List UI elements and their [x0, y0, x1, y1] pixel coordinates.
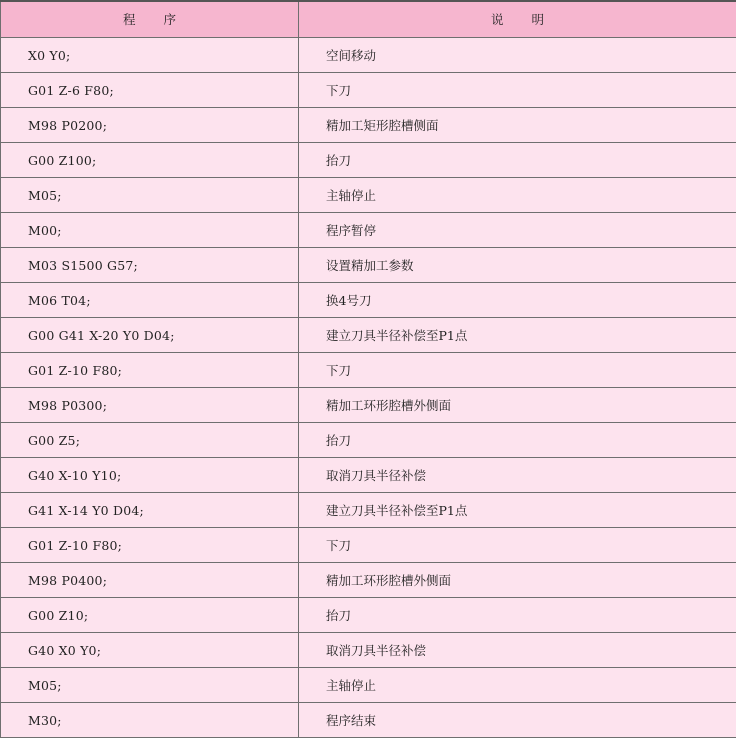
program-cell: M05;: [1, 178, 299, 213]
program-cell: G00 Z100;: [1, 143, 299, 178]
note-cell: 空间移动: [299, 38, 736, 73]
program-cell: G01 Z-10 F80;: [1, 528, 299, 563]
program-cell: G00 G41 X-20 Y0 D04;: [1, 318, 299, 353]
table-row: [1, 563, 736, 598]
note-cell: 主轴停止: [299, 178, 736, 213]
program-cell: M03 S1500 G57;: [1, 248, 299, 283]
program-cell: M05;: [1, 668, 299, 703]
note-cell: 下刀: [299, 73, 736, 108]
table-row: [1, 73, 736, 108]
note-cell: 精加工环形腔槽外侧面: [299, 563, 736, 598]
table-body: [1, 38, 736, 738]
program-cell: G00 Z10;: [1, 598, 299, 633]
note-cell: 下刀: [299, 353, 736, 388]
note-cell: 主轴停止: [299, 668, 736, 703]
program-cell: G00 Z5;: [1, 423, 299, 458]
table-row: [1, 38, 736, 73]
program-cell: G40 X-10 Y10;: [1, 458, 299, 493]
note-cell: 建立刀具半径补偿至P1点: [299, 493, 736, 528]
table-row: [1, 633, 736, 668]
program-cell: M00;: [1, 213, 299, 248]
note-cell: 设置精加工参数: [299, 248, 736, 283]
top-rule: [0, 0, 736, 2]
table-row: [1, 528, 736, 563]
table-row: [1, 388, 736, 423]
note-cell: 抬刀: [299, 143, 736, 178]
program-cell: X0 Y0;: [1, 38, 299, 73]
program-cell: M98 P0200;: [1, 108, 299, 143]
note-cell: 换4号刀: [299, 283, 736, 318]
table-header-row: [1, 1, 736, 38]
note-cell: 下刀: [299, 528, 736, 563]
table-row: [1, 318, 736, 353]
table-row: [1, 248, 736, 283]
program-cell: M98 P0300;: [1, 388, 299, 423]
header-note: 说明: [299, 1, 736, 38]
program-cell: G01 Z-10 F80;: [1, 353, 299, 388]
table-row: [1, 143, 736, 178]
note-cell: 抬刀: [299, 598, 736, 633]
note-cell: 程序结束: [299, 703, 736, 738]
table-row: [1, 178, 736, 213]
note-cell: 取消刀具半径补偿: [299, 633, 736, 668]
table-row: [1, 598, 736, 633]
program-cell: M30;: [1, 703, 299, 738]
note-cell: 精加工环形腔槽外侧面: [299, 388, 736, 423]
program-cell: M06 T04;: [1, 283, 299, 318]
table-row: [1, 668, 736, 703]
note-cell: 抬刀: [299, 423, 736, 458]
table-row: [1, 703, 736, 738]
note-cell: 精加工矩形腔槽侧面: [299, 108, 736, 143]
note-cell: 建立刀具半径补偿至P1点: [299, 318, 736, 353]
table-row: [1, 458, 736, 493]
note-cell: 程序暂停: [299, 213, 736, 248]
program-cell: G41 X-14 Y0 D04;: [1, 493, 299, 528]
table-row: [1, 493, 736, 528]
table-row: [1, 353, 736, 388]
table-row: [1, 108, 736, 143]
program-cell: M98 P0400;: [1, 563, 299, 598]
program-cell: G01 Z-6 F80;: [1, 73, 299, 108]
note-cell: 取消刀具半径补偿: [299, 458, 736, 493]
program-cell: G40 X0 Y0;: [1, 633, 299, 668]
table-row: [1, 423, 736, 458]
table-row: [1, 213, 736, 248]
header-program: 程序: [1, 1, 299, 38]
table-row: [1, 283, 736, 318]
